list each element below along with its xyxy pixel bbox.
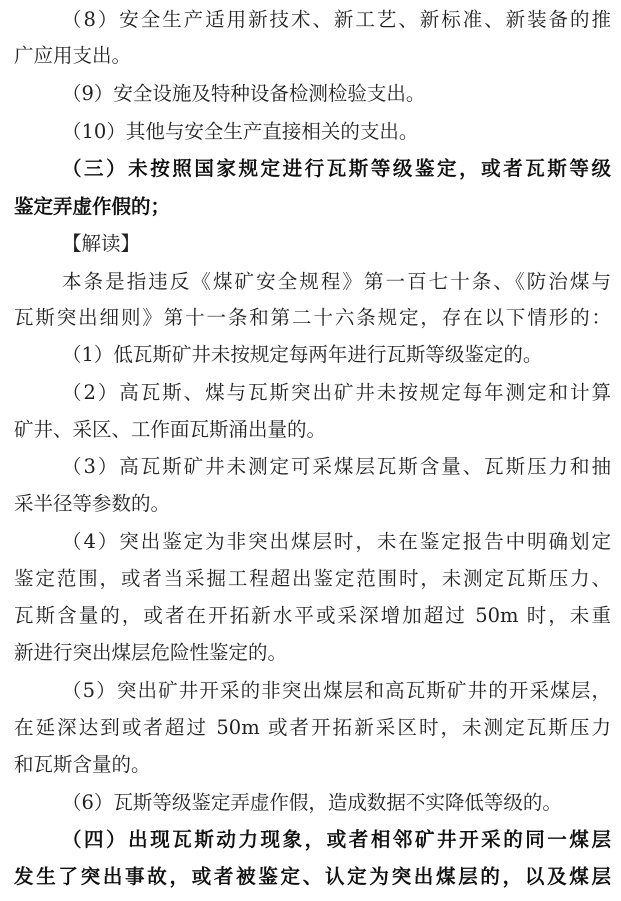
case-3-line-1: （3）高瓦斯矿井未测定可采煤层瓦斯含量、瓦斯压力和抽 <box>62 455 611 478</box>
case-4-line-2: 鉴定范围，或者当采掘工程超出鉴定范围时，未测定瓦斯压力、 <box>14 567 611 590</box>
case-3-line-2: 采半径等参数的。 <box>14 492 171 515</box>
interpretation-intro-line-2: 瓦斯突出细则》第十一条和第二十六条规定，存在以下情形的： <box>14 306 611 329</box>
section-4-heading-line-1: （四）出现瓦斯动力现象，或者相邻矿井开采的同一煤层 <box>62 828 611 851</box>
case-4-line-1: （4）突出鉴定为非突出煤层时，未在鉴定报告中明确划定 <box>62 530 611 553</box>
case-5-line-2: 在延深达到或者超过 50m 或者开拓新采区时，未测定瓦斯压力 <box>14 716 611 739</box>
case-5-line-3: 和瓦斯含量的。 <box>14 753 151 776</box>
case-4-line-3: 瓦斯含量的，或者在开拓新水平或采深增加超过 50m 时，未重 <box>14 604 611 627</box>
case-6: （6）瓦斯等级鉴定弄虚作假，造成数据不实降低等级的。 <box>62 791 562 814</box>
case-1: （1）低瓦斯矿井未按规定每两年进行瓦斯等级鉴定的。 <box>62 343 543 366</box>
case-5-line-1: （5）突出矿井开采的非突出煤层和高瓦斯矿井的开采煤层， <box>62 679 611 702</box>
case-2-line-2: 矿井、采区、工作面瓦斯涌出量的。 <box>14 418 327 441</box>
item-8-line-2: 广应用支出。 <box>14 44 132 67</box>
case-4-line-4: 新进行突出煤层危险性鉴定的。 <box>14 641 288 664</box>
item-9: （9）安全设施及特种设备检测检验支出。 <box>62 82 426 105</box>
interpretation-intro-line-1: 本条是指违反《煤矿安全规程》第一百七十条、《防治煤与 <box>62 270 611 293</box>
item-8-line-1: （8）安全生产适用新技术、新工艺、新标准、新装备的推 <box>62 8 611 31</box>
section-3-heading-line-2: 鉴定弄虚作假的； <box>14 195 171 218</box>
section-3-heading-line-1: （三）未按照国家规定进行瓦斯等级鉴定，或者瓦斯等级 <box>62 157 611 180</box>
case-2-line-1: （2）高瓦斯、煤与瓦斯突出矿井未按规定每年测定和计算 <box>62 381 611 404</box>
item-10: （10）其他与安全生产直接相关的支出。 <box>62 120 419 143</box>
interpretation-label: 【解读】 <box>62 232 141 255</box>
section-4-heading-line-2: 发生了突出事故，或者被鉴定、认定为突出煤层的，以及煤层 <box>14 865 611 888</box>
